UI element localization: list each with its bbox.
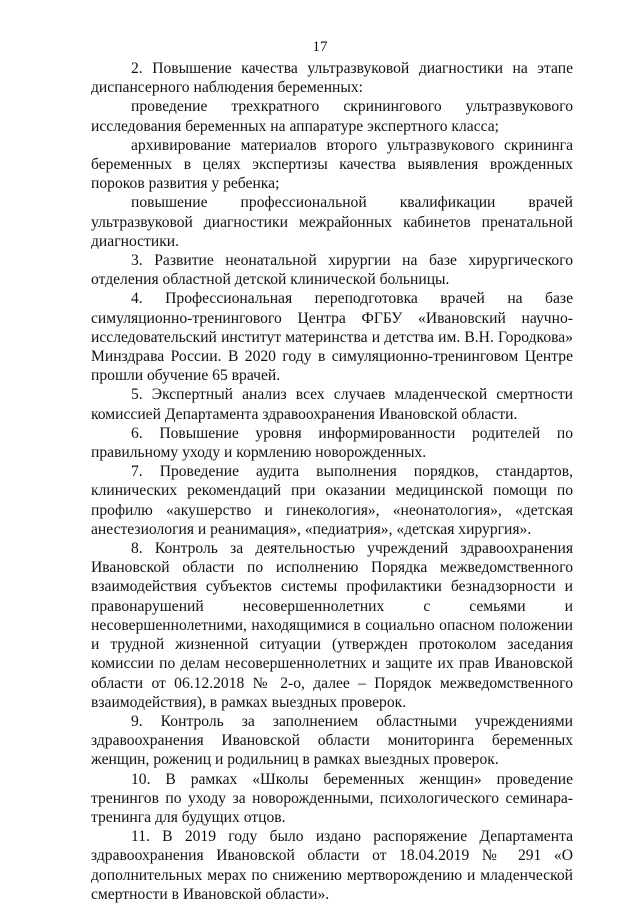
paragraph-item-7: 7. Проведение аудита выполнения порядков, стандартов, клинических рекомендаций при оказании медицинской помощи по профилю «акушерство и гинекология», «неонатология», «детская анестезиология и реанимация», «педиатрия», «детская хирургия». [91, 463, 573, 538]
paragraph-item-11: 11. В 2019 году было издано распоряжение Департамента здравоохранения Ивановской области от 18.04.2019 № 291 «О дополнительных мерах по снижению мертворождению и младенческой смертности в Ивановской области». [91, 828, 573, 903]
paragraph-item-4: 4. Профессиональная переподготовка врачей на базе симуляционно-тренингового Центра ФГБУ «Ивановский научно-исследовательский институт материнства и детства им. В.Н. Городкова» Минздрава России. В 2020 году в симуляционно-тренинговом Центре прошли обучение 65 врачей. [91, 290, 573, 385]
page-number: 17 [312, 39, 328, 55]
paragraph-item-5: 5. Экспертный анализ всех случаев младенческой смертности комиссией Департамента здравоохранения Ивановской области. [91, 386, 573, 423]
paragraph-item-2: 2. Повышение качества ультразвуковой диагностики на этапе диспансерного наблюдения беременных: [91, 60, 573, 97]
paragraph-subitem-qualification: повышение профессиональной квалификации врачей ультразвуковой диагностики межрайонных кабинетов пренатальной диагностики. [91, 194, 573, 250]
paragraph-item-6: 6. Повышение уровня информированности родителей по правильному уходу и кормлению новорожденных. [91, 424, 573, 462]
paragraph-item-10: 10. В рамках «Школы беременных женщин» проведение тренингов по уходу за новорожденными, психологического семинара-тренинга для будущих отцов. [91, 770, 573, 826]
document-body [91, 59, 573, 904]
paragraph-subitem-archiving: архивирование материалов второго ультразвукового скрининга беременных в целях экспертизы качества выявления врожденных пороков развития у ребенка; [91, 136, 573, 193]
paragraph-item-3: 3. Развитие неонатальной хирургии на базе хирургического отделения областной детской клинической больницы. [91, 252, 573, 289]
paragraph-subitem-screening: проведение трехкратного скринингового ультразвукового исследования беременных на аппаратуре экспертного класса; [91, 98, 573, 135]
paragraph-item-8: 8. Контроль за деятельностью учреждений здравоохранения Ивановской области по исполнению Порядка межведомственного взаимодействия субъектов системы профилактики безнадзорности и правонарушений несовершеннолетних с семьями и несовершеннолетними, находящимися в социально опасном положении и трудной жизненной ситуации (утвержден протоколом заседания комиссии по делам несовершеннолетних и защите их прав Ивановской области от 06.12.2018 № 2-о, далее – Порядок межведомственного взаимодействия), в рамках выездных проверок. [91, 540, 573, 711]
paragraph-item-9: 9. Контроль за заполнением областными учреждениями здравоохранения Ивановской области мониторинга беременных женщин, рожениц и родильниц в рамках выездных проверок. [91, 712, 573, 769]
